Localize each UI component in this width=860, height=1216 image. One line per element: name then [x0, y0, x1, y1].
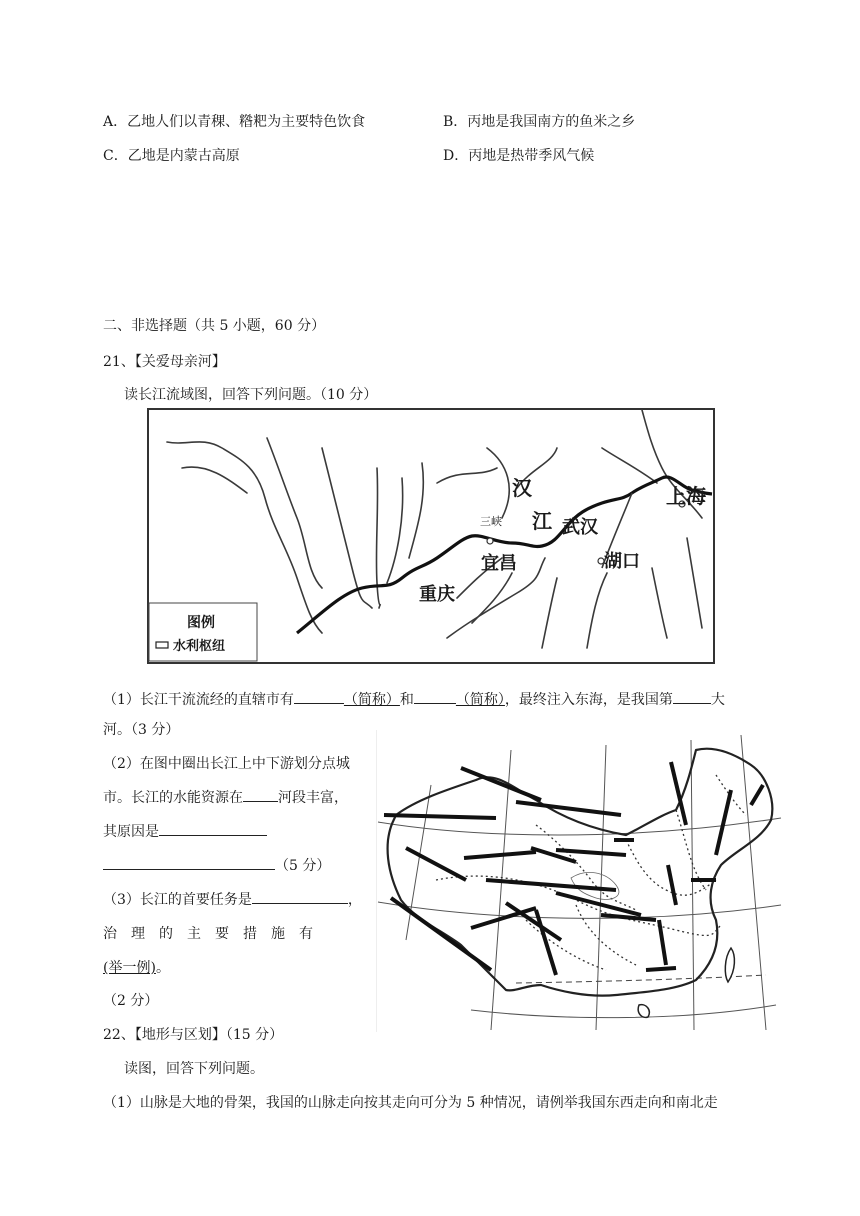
question-21-intro: 读长江流域图，回答下列问题。（10 分）: [124, 387, 378, 403]
blank-note: （简称）: [455, 692, 505, 708]
taiwan-island: [725, 948, 734, 982]
map-label-yichang: 宜昌: [481, 553, 517, 574]
map-label-jiang: 江: [532, 509, 552, 533]
answer-blank[interactable]: [414, 689, 456, 704]
map-label-shanghai: 上海: [666, 484, 706, 508]
graticule: [378, 735, 781, 1030]
blank-note: （简称）: [343, 692, 400, 708]
china-mountains-map: [376, 730, 784, 1032]
answer-blank[interactable]: [252, 889, 348, 904]
answer-blank[interactable]: [243, 787, 278, 802]
question-21-part-2-line2: 市。长江的水能资源在 河段丰富，: [103, 787, 348, 807]
yangtze-basin-map: [147, 408, 715, 664]
question-21-part-2-line3: 其原因是: [103, 821, 267, 841]
question-22-title: 22、【地形与区划】（15 分）: [103, 1027, 284, 1043]
hainan-island: [638, 1005, 649, 1018]
answer-blank[interactable]: [673, 689, 711, 704]
hydro-project-icon: [156, 642, 168, 648]
question-21-part-2: （2）在图中圈出长江上中下游划分点城: [103, 756, 350, 772]
section-heading: 二、非选择题（共 5 小题，60 分）: [103, 318, 326, 334]
mountain-ranges: [384, 762, 763, 975]
option-b: B．丙地是我国南方的鱼米之乡: [443, 114, 636, 130]
question-21-title: 21、【关爱母亲河】: [103, 354, 226, 370]
answer-blank[interactable]: [103, 855, 275, 870]
question-22-part-1: （1）山脉是大地的骨架，我国的山脉走向按其走向可分为 5 种情况，请例举我国东西走向和南北走: [103, 1095, 718, 1111]
answer-blank[interactable]: [159, 821, 267, 836]
legend-title: 图例: [187, 615, 215, 631]
map-label-han: 汉: [512, 476, 532, 500]
question-21-part-3-line3: (举一例)。: [103, 960, 170, 976]
map-label-chongqing: 重庆: [419, 584, 455, 605]
map-label-sanxia: 三峡: [480, 515, 502, 528]
option-c: C．乙地是内蒙古高原: [103, 148, 240, 164]
question-21-part-3: （3）长江的首要任务是 ，: [103, 889, 362, 909]
answer-blank[interactable]: [294, 689, 344, 704]
question-21-part-3-line2: 治 理 的 主 要 措 施 有: [103, 926, 313, 942]
question-21-part-1: （1）长江干流流经的直辖市有 （简称）和 （简称），最终注入东海，是我国第 大: [103, 689, 725, 709]
question-21-part-3-score: （2 分）: [103, 993, 159, 1009]
question-21-part-1-cont: 河。（3 分）: [103, 722, 180, 738]
question-22-intro: 读图，回答下列问题。: [124, 1061, 264, 1077]
option-d: D．丙地是热带季风气候: [443, 148, 595, 164]
option-a: A．乙地人们以青稞、糌粑为主要特色饮食: [103, 114, 366, 130]
map-label-wuhan: 武汉: [562, 517, 598, 538]
legend-item-label: 水利枢纽: [173, 639, 226, 654]
map-label-hukou: 湖口: [604, 551, 640, 572]
three-gorges-dam-icon: [487, 538, 493, 544]
question-21-part-2-line4: （5 分）: [103, 855, 330, 875]
